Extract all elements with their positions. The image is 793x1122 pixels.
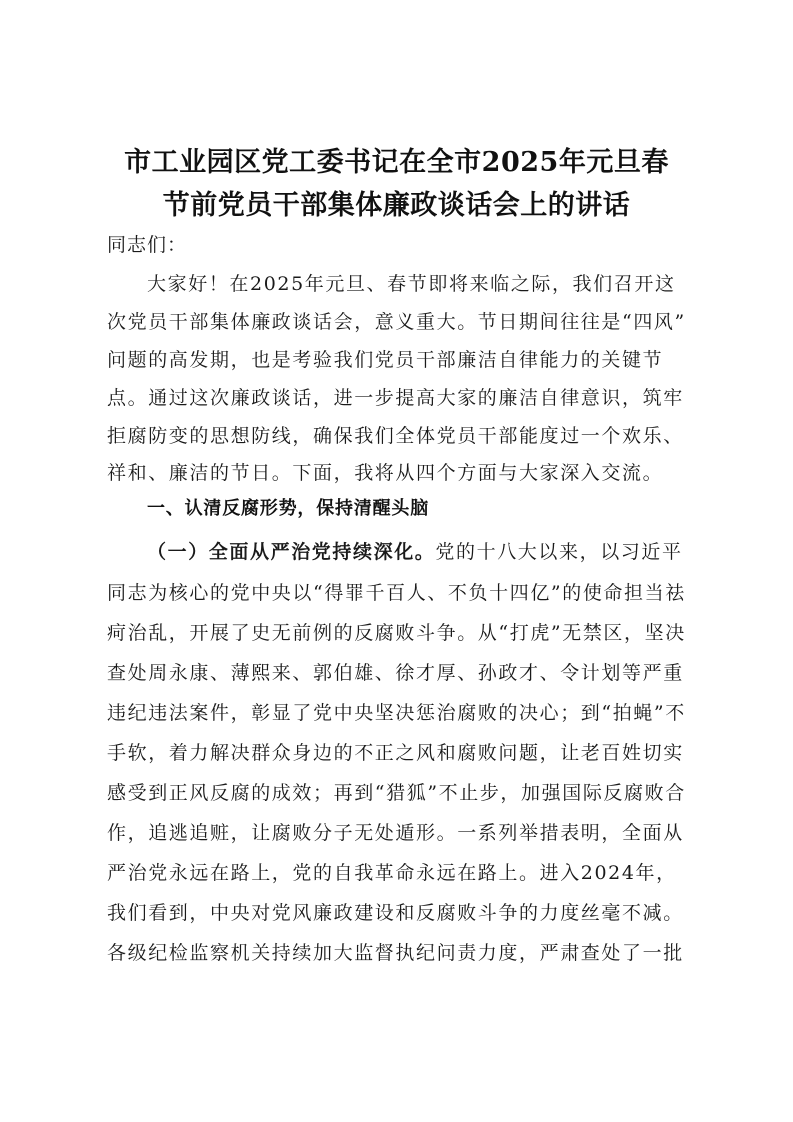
document-title-line-1: 市工业园区党工委书记在全市2025年元旦春 (124, 147, 669, 178)
intro-line-5: 拒腐防变的思想防线，确保我们全体党员干部能度过一个欢乐、 (107, 425, 684, 447)
section-1-heading: 一、认清反腐形势，保持清醒头脑 (147, 498, 429, 519)
intro-line-6: 祥和、廉洁的节日。下面，我将从四个方面与大家深入交流。 (107, 462, 664, 484)
subsection-1-line-10: 我们看到，中央对党风廉政建设和反腐败斗争的力度丝毫不减。 (107, 902, 684, 924)
intro-line-1: 大家好！在2025年元旦、春节即将来临之际，我们召开这 (147, 273, 676, 295)
document-title-line-2: 节前党员干部集体廉政谈话会上的讲话 (162, 190, 631, 221)
subsection-1-line-6: 手软，着力解决群众身边的不正之风和腐败问题，让老百姓切实 (107, 742, 684, 764)
intro-line-2: 次党员干部集体廉政谈话会，意义重大。节日期间往往是“四风” (107, 311, 686, 333)
subsection-1-line-4: 查处周永康、薄熙来、郭伯雄、徐才厚、孙政才、令计划等严重 (107, 662, 684, 684)
subsection-1-line-7: 感受到正风反腐的成效；再到“猎狐”不止步，加强国际反腐败合 (107, 782, 686, 804)
subsection-1-line-9: 严治党永远在路上，党的自我革命永远在路上。进入2024年， (107, 862, 677, 884)
subsection-1-heading: （一）全面从严治党持续深化。 (147, 541, 436, 563)
subsection-1-line-5: 违纪违法案件，彰显了党中央坚决惩治腐败的决心；到“拍蝇”不 (107, 702, 686, 724)
subsection-1-line-2: 同志为核心的党中央以“得罪千百人、不负十四亿”的使命担当祛 (107, 582, 686, 604)
subsection-1-line-3: 疴治乱，开展了史无前例的反腐败斗争。从“打虎”无禁区，坚决 (107, 622, 686, 644)
intro-line-4: 点。通过这次廉政谈话，进一步提高大家的廉洁自律意识，筑牢 (107, 387, 684, 409)
subsection-1-first-line (147, 536, 683, 568)
intro-line-3: 问题的高发期，也是考验我们党员干部廉洁自律能力的关键节 (107, 349, 664, 371)
salutation: 同志们： (107, 234, 188, 256)
subsection-1-first-line-text: 党的十八大以来，以习近平 (435, 541, 683, 563)
subsection-1-line-8: 作，追逃追赃，让腐败分子无处遁形。一系列举措表明，全面从 (107, 822, 684, 844)
subsection-1-line-11: 各级纪检监察机关持续加大监督执纪问责力度，严肃查处了一批 (107, 942, 684, 964)
